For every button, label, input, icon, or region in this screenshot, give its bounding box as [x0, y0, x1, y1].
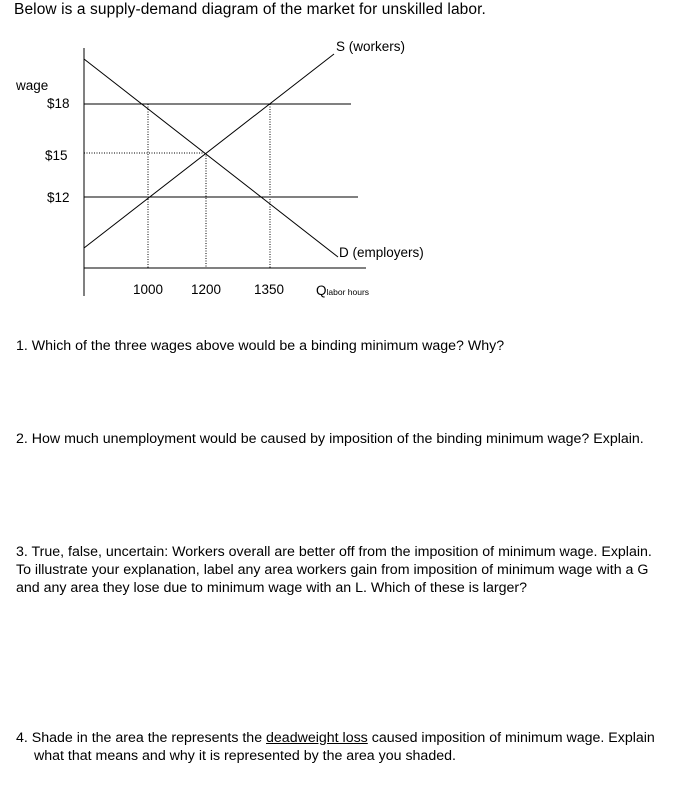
x-axis-label-sub: labor hours	[326, 287, 370, 297]
question-4-line-1	[16, 729, 666, 747]
y-tick-12: $12	[47, 190, 70, 205]
question-4-line-2: what that means and why it is represented by the area you shaded.	[34, 748, 456, 764]
x-tick-1350: 1350	[254, 282, 285, 297]
y-tick-15: $15	[45, 148, 68, 163]
question-3-line-1: 3. True, false, uncertain: Workers overall are better off from the imposition of minimum wage. Explain.	[16, 544, 652, 560]
x-tick-1200: 1200	[191, 282, 222, 297]
question-4-post: caused imposition of minimum wage. Explain	[367, 730, 655, 746]
question-2-text: 2. How much unemployment would be caused by imposition of the binding minimum wage? Explain.	[16, 431, 644, 447]
question-2	[16, 430, 666, 448]
supply-curve	[84, 54, 334, 248]
supply-label: S (workers)	[336, 39, 406, 54]
question-3	[16, 543, 666, 597]
y-axis-label: wage	[16, 78, 49, 93]
question-4-underlined-term: deadweight loss	[266, 730, 368, 746]
x-tick-1000: 1000	[133, 282, 164, 297]
question-3-line-2: To illustrate your explanation, label any area workers gain from imposition of minimum wage with a G	[16, 562, 649, 578]
question-4	[16, 729, 666, 765]
x-axis-label	[316, 282, 369, 300]
question-1-text: 1. Which of the three wages above would be a binding minimum wage? Why?	[16, 338, 505, 354]
demand-curve	[84, 59, 338, 257]
demand-label: D (employers)	[339, 245, 424, 260]
x-axis-label-main: Q	[316, 283, 327, 298]
intro-text: Below is a supply-demand diagram of the market for unskilled labor.	[14, 1, 486, 18]
question-1	[16, 337, 666, 355]
question-3-line-3: and any area they lose due to minimum wage with an L. Which of these is larger?	[16, 580, 528, 596]
question-4-pre: 4. Shade in the area the represents the	[16, 730, 267, 746]
y-tick-18: $18	[47, 96, 70, 111]
